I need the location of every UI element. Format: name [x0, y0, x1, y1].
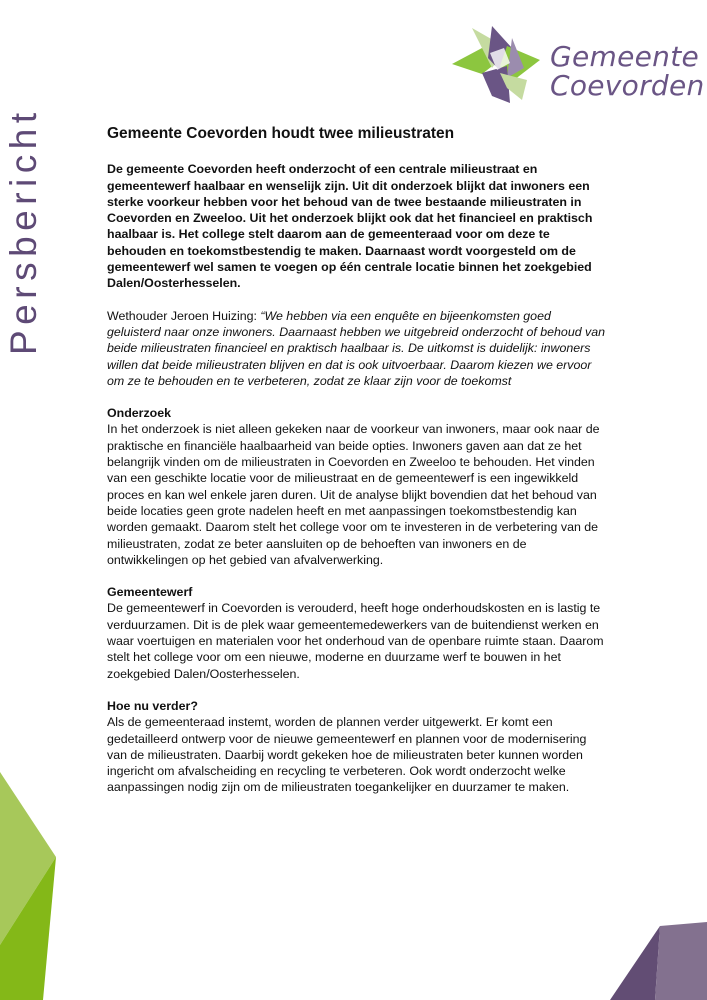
page-title: Gemeente Coevorden houdt twee milieustraten	[107, 125, 455, 142]
section-body-gemeentewerf: De gemeentewerf in Coevorden is verouderd, heeft hoge onderhoudskosten en is lastig te verduurzamen. Dit is de plek waar gemeentemedewerkers van de buitendienst werken en waar voertuigen en materialen voor het onderhoud van de openbare ruimte staan. Daarom stelt het college voor om een nieuwe, moderne en duurzame werf te bouwen in het zoekgebied Dalen/Oosterhesselen.	[107, 601, 604, 681]
purple-corner-dark	[610, 926, 660, 1000]
logo-line2: Coevorden	[550, 69, 705, 102]
persbericht-side-label: Persbericht	[3, 107, 44, 355]
quote-speaker: Wethouder Jeroen Huizing:	[107, 308, 261, 323]
logo-line1: Gemeente	[550, 40, 700, 73]
quote-text: “We hebben via een enquête en bijeenkomsten goed geluisterd naar onze inwoners. Daarnaast hebben we uitgebreid onderzocht of behoud van beide milieustraten financieel en praktisch haalbaar is. De uitkomst is duidelijk: inwoners willen dat beide milieustraten blijven en dat is ook uitvoerbaar. Daarom kiezen we ervoor om ze te behouden en te verbeteren, zodat ze klaar zijn voor de toekomst	[107, 308, 606, 388]
section-body-onderzoek: In het onderzoek is niet alleen gekeken naar de voorkeur van inwoners, maar ook naar de praktische en financiële haalbaarheid van beide opties. Inwoners gaven aan dat ze het belangrijk vinden om de milieustraten in Coevorden en Zweeloo te behouden. Het vinden van een geschikte locatie voor de milieustraat en de gemeentewerf is een ingewikkeld proces en kan wel enkele jaren duren. Uit de analyse blijkt bovendien dat het behoud van beide locaties geen grote nadelen heeft en met aanpassingen toekomstbestendig kan worden gemaakt. Daarom stelt het college voor om te investeren in de verbetering van de milieustraten, zodat ze beter aansluiten op de behoeften van inwoners en de ontwikkelingen op het gebied van afvalverwerking.	[107, 422, 600, 567]
section-heading-hoe-nu-verder: Hoe nu verder?	[107, 698, 198, 713]
section-heading-gemeentewerf: Gemeentewerf	[107, 585, 193, 600]
section-heading-onderzoek: Onderzoek	[107, 406, 172, 421]
purple-corner-light	[655, 922, 707, 1000]
section-body-hoe-nu-verder: Als de gemeenteraad instemt, worden de plannen verder uitgewerkt. Er komt een gedetailleerd ontwerp voor de nieuwe gemeentewerf en plannen voor de modernisering van de milieustraten. Daarbij wordt gekeken hoe de milieustraten beter kunnen worden ingericht om afvalscheiding en recycling te verbeteren. Ook wordt onderzocht welke aanpassingen nodig zijn om de milieustraten toegankelijker en duurzamer te maken.	[107, 715, 587, 795]
lead-paragraph: De gemeente Coevorden heeft onderzocht of een centrale milieustraat en gemeentewerf haalbaar en wenselijk zijn. Uit dit onderzoek blijkt dat inwoners een sterke voorkeur hebben voor het behoud van de twee bestaande milieustraten in Coevorden en Zweeloo. Uit het onderzoek blijkt ook dat het financieel en praktisch haalbaar is. Het college stelt daarom aan de gemeenteraad voor om deze te behouden en toekomstbestendig te maken. Daarnaast wordt voorgesteld om de gemeentewerf wel samen te voegen op één centrale locatie binnen het zoekgebied Dalen/Oosterhesselen.	[107, 162, 593, 291]
